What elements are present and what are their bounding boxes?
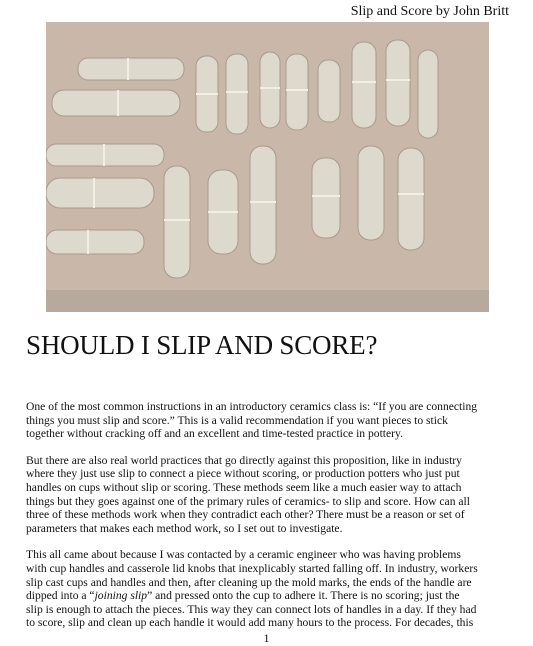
photo-illustration [46,22,489,312]
running-header: Slip and Score by John Britt [350,4,509,19]
paragraph-1: One of the most common instructions in an introductory ceramics class is: “If you are connecting things you must slip and score.” This is a valid recommendation if you want pieces to stick together without cracking off and an excellent and time-tested practice in pottery. [26,400,478,441]
body-text [26,400,478,643]
paragraph-3: This all came about because I was contacted by a ceramic engineer who was having problems with cup handles and casserole lid knobs that inexplicably started falling off. In industry, workers slip cast cups and handles and then, after cleaning up the mold marks, the ends of the handle are dipped into a “joining slip” and pressed onto the cup to adhere it. There is no scoring; just the slip is enough to attach the pieces. This way they can connect lots of handles in a day. If they had to score, slip and clean up each handle it would add many hours to the process. For decades, this [26,548,478,630]
paragraph-2: But there are also real world practices that go directly against this proposition, like in industry where they just use slip to connect a piece without scoring, or production potters who just put handles on cups without slip or scoring. These methods seem like a much easier way to attach things but they goes against one of the primary rules of ceramics- to slip and score. How can all three of these methods work when they contradict each other? There must be a reason or set of parameters that makes each method work, so I set out to investigate. [26,453,470,535]
clay-cylinders-photo [46,22,489,312]
page-title: SHOULD I SLIP AND SCORE? [26,330,378,360]
page-number: 1 [263,631,270,645]
joining-slip-emphasis: joining slip [94,589,148,603]
